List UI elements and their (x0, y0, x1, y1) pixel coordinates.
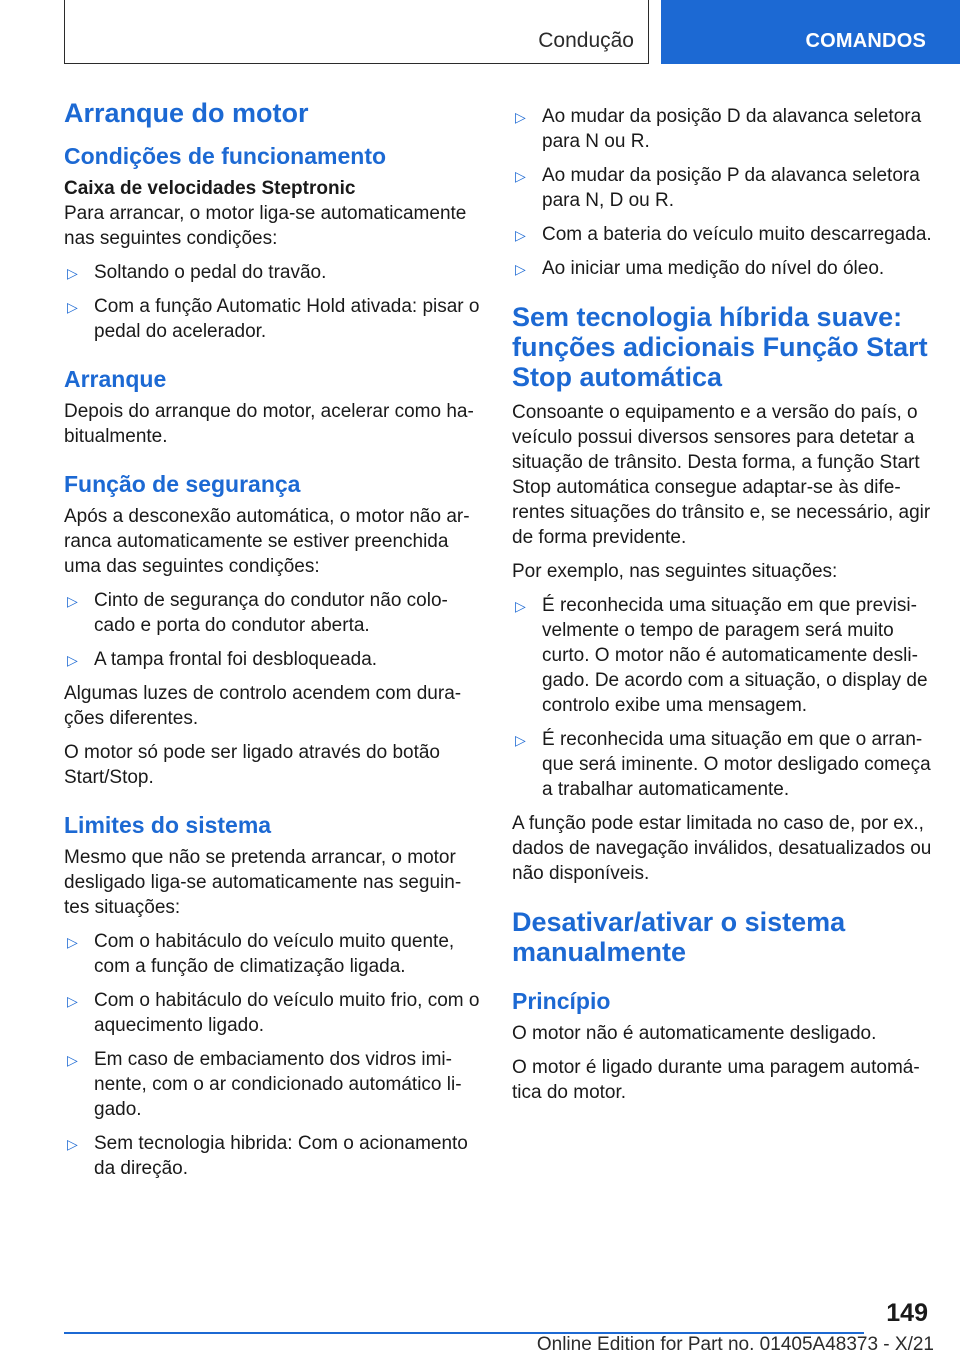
footer-edition: Online Edition for Part no. 01405A48373 - X/21 (536, 1334, 934, 1355)
triangle-bullet-icon: ▷ (515, 109, 526, 125)
page-number: 149 (886, 1299, 928, 1327)
list-item: ▷ Com a função Automatic Hold ativada: pisar o pedal do acelerador. (67, 296, 480, 342)
paragraph-hibrida-3: A função pode estar limitada no caso de, por ex., dados de navegação inválidos, desatualizados ou não disponíveis. (512, 813, 932, 884)
triangle-bullet-icon: ▷ (515, 261, 526, 277)
list-item: ▷ Com o habitáculo do veículo muito frio, com o aquecimento ligado. (67, 990, 480, 1036)
list-item: ▷ Soltando o pedal do travão. (67, 262, 327, 283)
list-item: ▷ Ao mudar da posição P da alavanca seletora para N, D ou R. (515, 165, 920, 211)
paragraph-seguranca-2: Algumas luzes de controlo acendem com durações diferentes. (64, 683, 462, 729)
list-item: ▷ Cinto de segurança do condutor não colocado e porta do condutor aberta. (67, 590, 448, 636)
header-section-title: Condução (538, 29, 634, 52)
triangle-bullet-icon: ▷ (515, 168, 526, 184)
heading-limites: Limites do sistema (64, 812, 272, 838)
list-item: ▷ Com a bateria do veículo muito descarregada. (515, 224, 932, 245)
triangle-bullet-icon: ▷ (67, 934, 78, 950)
triangle-bullet-icon: ▷ (515, 598, 526, 614)
list-limites-continued (512, 104, 932, 281)
list-item: ▷ Sem tecnologia hibrida: Com o acionamento da direção. (67, 1133, 468, 1179)
list-item: ▷ Ao mudar da posição D da alavanca seletora para N ou R. (515, 106, 922, 152)
paragraph-seguranca: Após a desconexão automática, o motor não arranca automaticamente se estiver preenchida uma das seguintes condições: (64, 506, 470, 577)
heading-steptronic: Caixa de velocidades Steptronic (64, 178, 356, 199)
left-column (64, 98, 480, 1190)
triangle-bullet-icon: ▷ (515, 227, 526, 243)
header-chapter-label: COMANDOS (805, 30, 926, 52)
list-steptronic (64, 260, 480, 344)
right-column (512, 104, 932, 1114)
list-item: ▷ Com o habitáculo do veículo muito quente, com a função de climatização ligada. (67, 931, 455, 977)
triangle-bullet-icon: ▷ (67, 593, 78, 609)
triangle-bullet-icon: ▷ (67, 299, 78, 315)
heading-condicoes: Condições de funcionamento (64, 143, 387, 169)
paragraph-hibrida: Consoante o equipamento e a versão do país, o veículo possui diversos sensores para detetar a situação de trânsito. Desta forma, a função Start Stop automática consegue adaptar-se às diferentes situações do trânsito e, se necessário, agir de forma previdente. (512, 402, 931, 548)
heading-arranque: Arranque (64, 366, 167, 392)
paragraph-steptronic: Para arrancar, o motor liga-se automaticamente nas seguintes condições: (64, 203, 467, 249)
paragraph-principio: O motor não é automaticamente desligado. (512, 1023, 877, 1044)
list-item: ▷ A tampa frontal foi desbloqueada. (67, 649, 378, 670)
list-item: ▷ Em caso de embaciamento dos vidros iminente, com o ar condicionado automático ligado. (67, 1049, 462, 1120)
header-section-box (64, 0, 649, 64)
page-title: Arranque do motor (64, 98, 309, 128)
triangle-bullet-icon: ▷ (67, 993, 78, 1009)
paragraph-principio-2: O motor é ligado durante uma paragem automática do motor. (512, 1057, 920, 1103)
triangle-bullet-icon: ▷ (67, 1136, 78, 1152)
header-chapter-tab[interactable] (661, 0, 960, 64)
triangle-bullet-icon: ▷ (515, 732, 526, 748)
heading-hibrida: Sem tecnologia híbrida suave: funções adicionais Função Start Stop automática (512, 302, 928, 392)
list-seguranca (64, 588, 480, 672)
heading-principio: Princípio (512, 988, 611, 1014)
list-item: ▷ É reconhecida uma situação em que previsivelmente o tempo de paragem será muito curto. O motor não é automaticamente desligado. De acordo com a situação, o display de controlo exibe uma mensagem. (515, 595, 928, 716)
triangle-bullet-icon: ▷ (67, 265, 78, 281)
list-hibrida (512, 593, 932, 802)
list-item: ▷ É reconhecida uma situação em que o arranque será iminente. O motor desligado começa a trabalhar automaticamente. (515, 729, 931, 800)
paragraph-hibrida-2: Por exemplo, nas seguintes situações: (512, 561, 838, 582)
paragraph-limites: Mesmo que não se pretenda arrancar, o motor desligado liga-se automaticamente nas seguintes situações: (64, 847, 462, 918)
triangle-bullet-icon: ▷ (67, 652, 78, 668)
list-item: ▷ Ao iniciar uma medição do nível do óleo. (515, 258, 885, 279)
heading-manual: Desativar/ativar o sistema manualmente (512, 907, 846, 967)
paragraph-seguranca-3: O motor só pode ser ligado através do botão Start/Stop. (64, 742, 441, 788)
heading-seguranca: Função de segurança (64, 471, 301, 497)
triangle-bullet-icon: ▷ (67, 1052, 78, 1068)
paragraph-arranque: Depois do arranque do motor, acelerar como habitualmente. (64, 401, 474, 447)
list-limites (64, 929, 480, 1181)
